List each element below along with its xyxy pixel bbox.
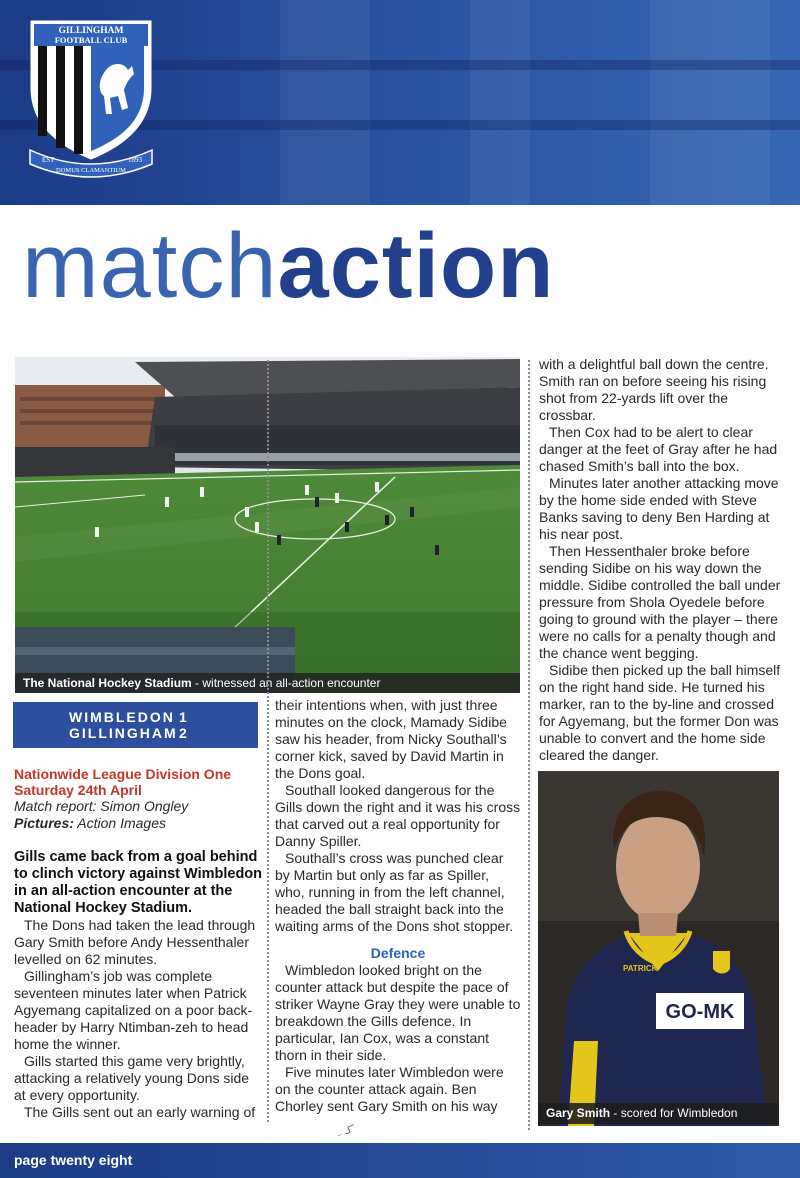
- team-name-home: WIMBLEDON: [69, 709, 175, 725]
- title-part-action: action: [277, 215, 555, 317]
- handwritten-scribble: ﮐ ﹺ: [338, 1122, 352, 1137]
- crest-banner-motto: DOMUS CLAMANTIUM: [56, 167, 126, 174]
- article-column-1: [14, 917, 262, 1121]
- article-paragraph: their intentions when, with just three minutes on the clock, Mamady Sidibe saw his header, from Nicky Southall’s corner kick, saved by David Martin in the Dons goal.: [275, 697, 507, 781]
- player-photo-image: [538, 771, 779, 1126]
- article-paragraph: Minutes later another attacking move by the home side ended with Steve Banks saving to deny Ben Harding at his near post.: [539, 475, 779, 542]
- article-paragraph: Wimbledon looked bright on the counter attack but despite the pace of striker Wayne Gray they were unable to breakdown the Gills defence. In particular, Ian Cox, was a constant thorn in their side.: [275, 962, 521, 1063]
- page-title: [22, 215, 555, 317]
- caption-description: - witnessed an all-action encounter: [191, 676, 381, 690]
- caption-player-description: - scored for Wimbledon: [610, 1106, 738, 1120]
- match-competition-info: [14, 766, 254, 798]
- shirt-brand-text: PATRICK: [623, 964, 658, 973]
- match-date: Saturday 24th April: [14, 782, 142, 798]
- article-column-3: [539, 356, 785, 764]
- player-photo: [538, 771, 779, 1126]
- report-author: Simon Ongley: [96, 798, 189, 814]
- team-name-away: GILLINGHAM: [69, 725, 178, 741]
- report-label: Match report:: [14, 798, 97, 814]
- pictures-source: Action Images: [73, 815, 167, 831]
- article-column-2: [275, 697, 521, 1115]
- section-subhead: Defence: [370, 945, 426, 961]
- pictures-label: Pictures:: [14, 815, 74, 831]
- match-credits: [14, 798, 254, 832]
- page-header-band: [0, 0, 800, 205]
- pictures-credit: [14, 815, 254, 832]
- crest-banner-est: EST: [42, 156, 55, 164]
- article-paragraph: Then Hessenthaler broke before sending Sidibe on his way down the middle. Sidibe controlled the ball under pressure from Shola Oyedele before going to ground with the player – there were no calls for a penalty though and the chance went begging.: [539, 543, 781, 661]
- shirt-sponsor-text: GO-MK: [665, 1001, 735, 1023]
- player-photo-caption: [538, 1103, 779, 1124]
- competition-name: Nationwide League Division One: [14, 766, 232, 782]
- score-box: [13, 702, 258, 748]
- article-paragraph: Sidibe then picked up the ball himself on the right hand side. He turned his marker, ran to the by-line and crossed for Agyemang, but the former Don was unable to convert and the home side cleared the danger.: [539, 662, 781, 763]
- crest-club-name-line2: FOOTBALL CLUB: [54, 35, 128, 45]
- header-stripe: [280, 0, 370, 205]
- header-stripe: [470, 0, 530, 205]
- column-divider: [267, 360, 269, 1122]
- article-paragraph: Then Cox had to be alert to clear danger at the feet of Gray after he had chased Smith’s ball into the box.: [539, 424, 778, 474]
- article-paragraph: The Dons had taken the lead through Gary Smith before Andy Hessenthaler levelled on 62 minutes.: [14, 917, 256, 967]
- page-number-label: page twenty eight: [14, 1152, 133, 1168]
- article-paragraph: The Gills sent out an early warning of: [24, 1104, 256, 1120]
- article-paragraph: Five minutes later Wimbledon were on the counter attack again. Ben Chorley sent Gary Smith on his way: [275, 1064, 504, 1114]
- crest-banner-year: 1893: [128, 156, 142, 164]
- team-score-away: 2: [179, 725, 189, 741]
- article-paragraph: Southall’s cross was punched clear by Martin but only as far as Spiller, who, running in from the left channel, headed the ball straight back into the waiting arms of the Dons shot stopper.: [275, 850, 514, 934]
- caption-venue: The National Hockey Stadium: [23, 676, 192, 690]
- report-credit: [14, 798, 254, 815]
- article-intro: Gills came back from a goal behind to clinch victory against Wimbledon in an all-action encounter at the National Hockey Stadium.: [14, 849, 263, 916]
- caption-player-name: Gary Smith: [546, 1106, 611, 1120]
- club-crest-logo: [28, 18, 154, 178]
- column-divider: [528, 360, 530, 1130]
- article-paragraph: Southall looked dangerous for the Gills down the right and it was his cross that carved out a real opportunity for Danny Spiller.: [275, 782, 521, 849]
- article-paragraph: Gills started this game very brightly, attacking a relatively young Dons side at every opportunity.: [14, 1053, 250, 1103]
- article-paragraph: with a delightful ball down the centre. Smith ran on before seeing his rising shot from 22-yards lift over the crossbar.: [539, 356, 769, 423]
- shirt-badge-icon: [713, 951, 730, 974]
- crest-club-name-line1: GILLINGHAM: [58, 26, 124, 36]
- article-paragraph: Gillingham’s job was complete seventeen minutes later when Patrick Agyemang capitalized on a poor back-header by Harry Ntimban-zeh to head home the winner.: [14, 968, 253, 1052]
- team-score-home: 1: [179, 709, 189, 725]
- score-row-home: [69, 709, 189, 725]
- title-part-match: match: [22, 215, 278, 317]
- header-stripe: [650, 0, 770, 205]
- score-row-away: [69, 725, 189, 741]
